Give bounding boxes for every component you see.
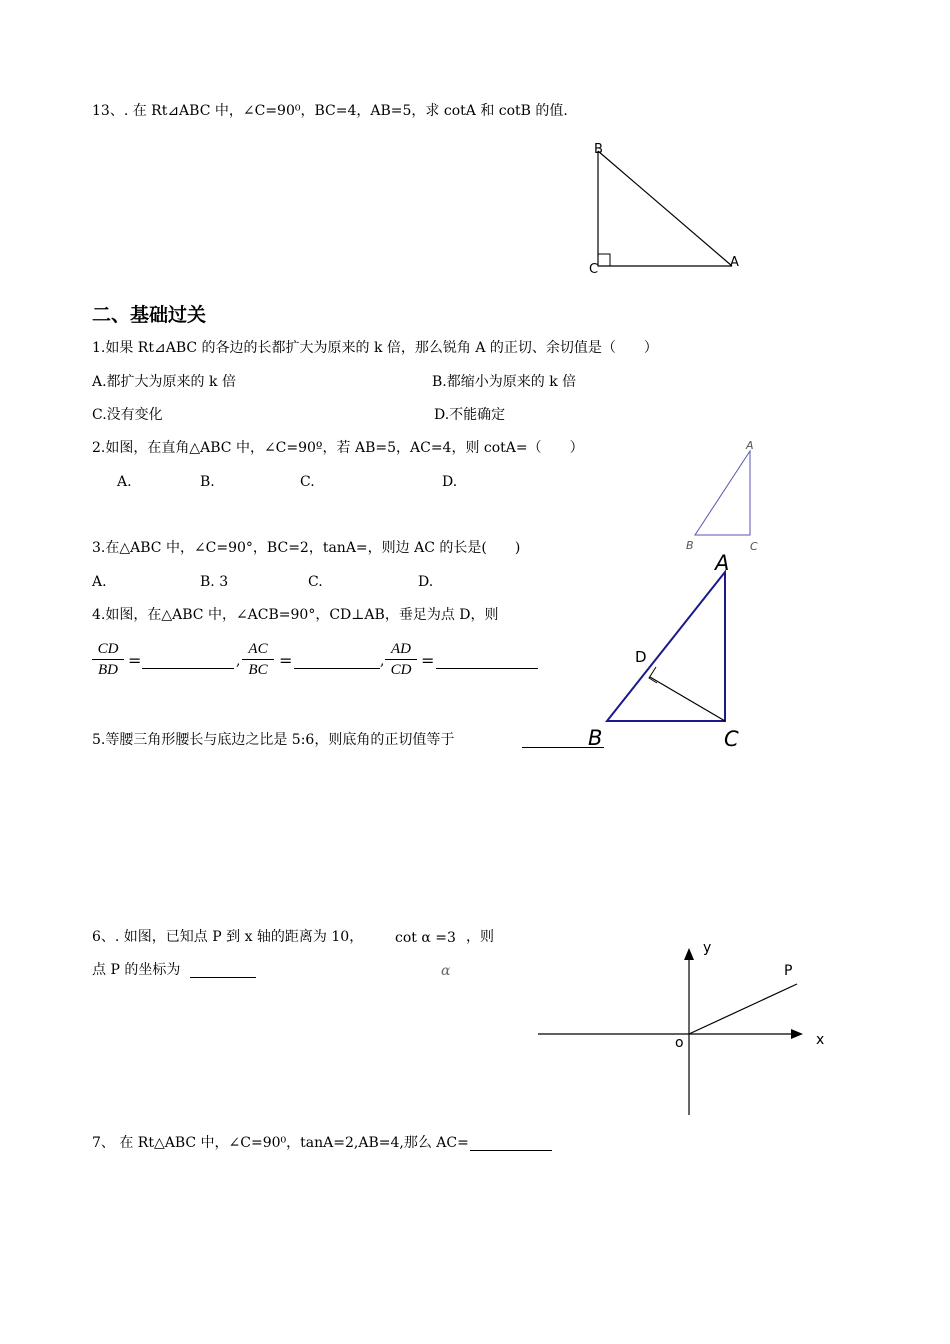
q2-triangle-figure	[680, 440, 770, 555]
q13-text: 13、. 在 Rt⊿ABC 中，∠C=90⁰，BC=4，AB=5，求 cotA 和 cotB 的值.	[92, 103, 568, 119]
q1-option-b: B.都缩小为原来的 k 倍	[432, 374, 577, 390]
q4-triangle-abc	[607, 572, 725, 721]
q2-triangle	[695, 451, 750, 535]
q4-blank-1[interactable]	[142, 654, 234, 669]
q6-alpha-symbol: α	[441, 963, 451, 979]
q6-stem: 6、. 如图，已知点 P 到 x 轴的距离为 10，	[92, 929, 364, 945]
q4-comma-2: ,	[380, 653, 385, 669]
q5-stem: 5.等腰三角形腰长与底边之比是 5:6，则底角的正切值等于	[92, 732, 455, 748]
section-title: 二、基础过关	[92, 304, 207, 326]
q4-f1-numerator: CD	[92, 639, 124, 660]
q6-ray-op	[689, 984, 797, 1034]
q6-coordinate-figure	[536, 932, 836, 1122]
q5-blank[interactable]	[522, 733, 604, 748]
q13-label-c: C	[589, 262, 599, 277]
q4-f3-denominator: CD	[390, 662, 412, 678]
q4-blank-2[interactable]	[294, 654, 380, 669]
q3-option-a: A.	[92, 574, 107, 590]
q3-option-d: D.	[418, 574, 434, 590]
q6-cot-expression: cot α =3	[395, 930, 456, 946]
q2-stem: 2.如图，在直角△ABC 中，∠C=90º，若 AB=5，AC=4，则 cotA=（ ）	[92, 440, 584, 456]
q3-option-c: C.	[308, 574, 323, 590]
q4-label-b: B	[588, 726, 603, 750]
q7-blank[interactable]	[470, 1136, 552, 1151]
q6-y-axis-arrow	[684, 948, 694, 960]
q13-triangle-figure	[585, 142, 745, 282]
q2-option-c: C.	[300, 474, 315, 490]
q4-blank-3[interactable]	[436, 654, 538, 669]
q4-label-a: A	[715, 551, 730, 575]
q2-option-d: D.	[442, 474, 458, 490]
q1-stem: 1.如果 Rt⊿ABC 的各边的长都扩大为原来的 k 倍，那么锐角 A 的正切、余切值是（ ）	[92, 340, 658, 356]
q4-stem: 4.如图，在△ABC 中，∠ACB=90°，CD⊥AB，垂足为点 D，则	[92, 607, 499, 623]
q13-label-b: B	[594, 142, 603, 157]
q6-stem-tail: ，则	[466, 929, 494, 945]
q1-option-a: A.都扩大为原来的 k 倍	[92, 374, 236, 390]
q4-fraction-ad-cd	[385, 639, 417, 680]
q2-label-b: B	[686, 539, 694, 552]
q6-label-o: o	[675, 1035, 684, 1051]
q7-stem: 7、 在 Rt△ABC 中，∠C=90⁰，tanA=2,AB=4,那么 AC=	[92, 1135, 469, 1151]
q6-label-y: y	[703, 940, 712, 956]
q1-option-d: D.不能确定	[434, 407, 506, 423]
q4-eq3: =	[421, 651, 435, 670]
q6-x-axis-arrow	[791, 1029, 803, 1039]
q4-f2-numerator: AC	[242, 639, 274, 660]
q13-side-ab	[598, 151, 732, 266]
q4-fraction-cd-bd	[92, 639, 124, 680]
q4-eq2: =	[279, 651, 293, 670]
q6-line2: 点 P 的坐标为	[92, 962, 181, 978]
q4-f3-numerator: AD	[385, 639, 417, 660]
q4-label-c: C	[724, 727, 739, 751]
q4-f1-denominator: BD	[98, 662, 118, 678]
q3-option-b: B. 3	[200, 574, 229, 590]
q4-comma-1: ,	[236, 653, 241, 669]
q2-option-b: B.	[200, 474, 215, 490]
q13-label-a: A	[730, 255, 739, 270]
q4-triangle-figure	[590, 552, 750, 752]
q2-label-c: C	[750, 540, 758, 553]
q4-altitude-cd	[650, 677, 725, 721]
q4-label-d: D	[635, 648, 647, 666]
q2-label-a: A	[746, 439, 754, 452]
q13-right-angle-mark	[598, 254, 610, 266]
q4-f2-denominator: BC	[248, 662, 268, 678]
q1-option-c: C.没有变化	[92, 407, 163, 423]
q2-option-a: A.	[117, 474, 132, 490]
q6-label-x: x	[816, 1032, 825, 1048]
q4-eq1: =	[128, 651, 142, 670]
q6-label-p: P	[784, 963, 793, 979]
q4-fraction-ac-bc	[242, 639, 274, 680]
q3-stem: 3.在△ABC 中，∠C=90°，BC=2，tanA=，则边 AC 的长是( )	[92, 540, 521, 556]
q6-blank[interactable]	[190, 963, 256, 978]
